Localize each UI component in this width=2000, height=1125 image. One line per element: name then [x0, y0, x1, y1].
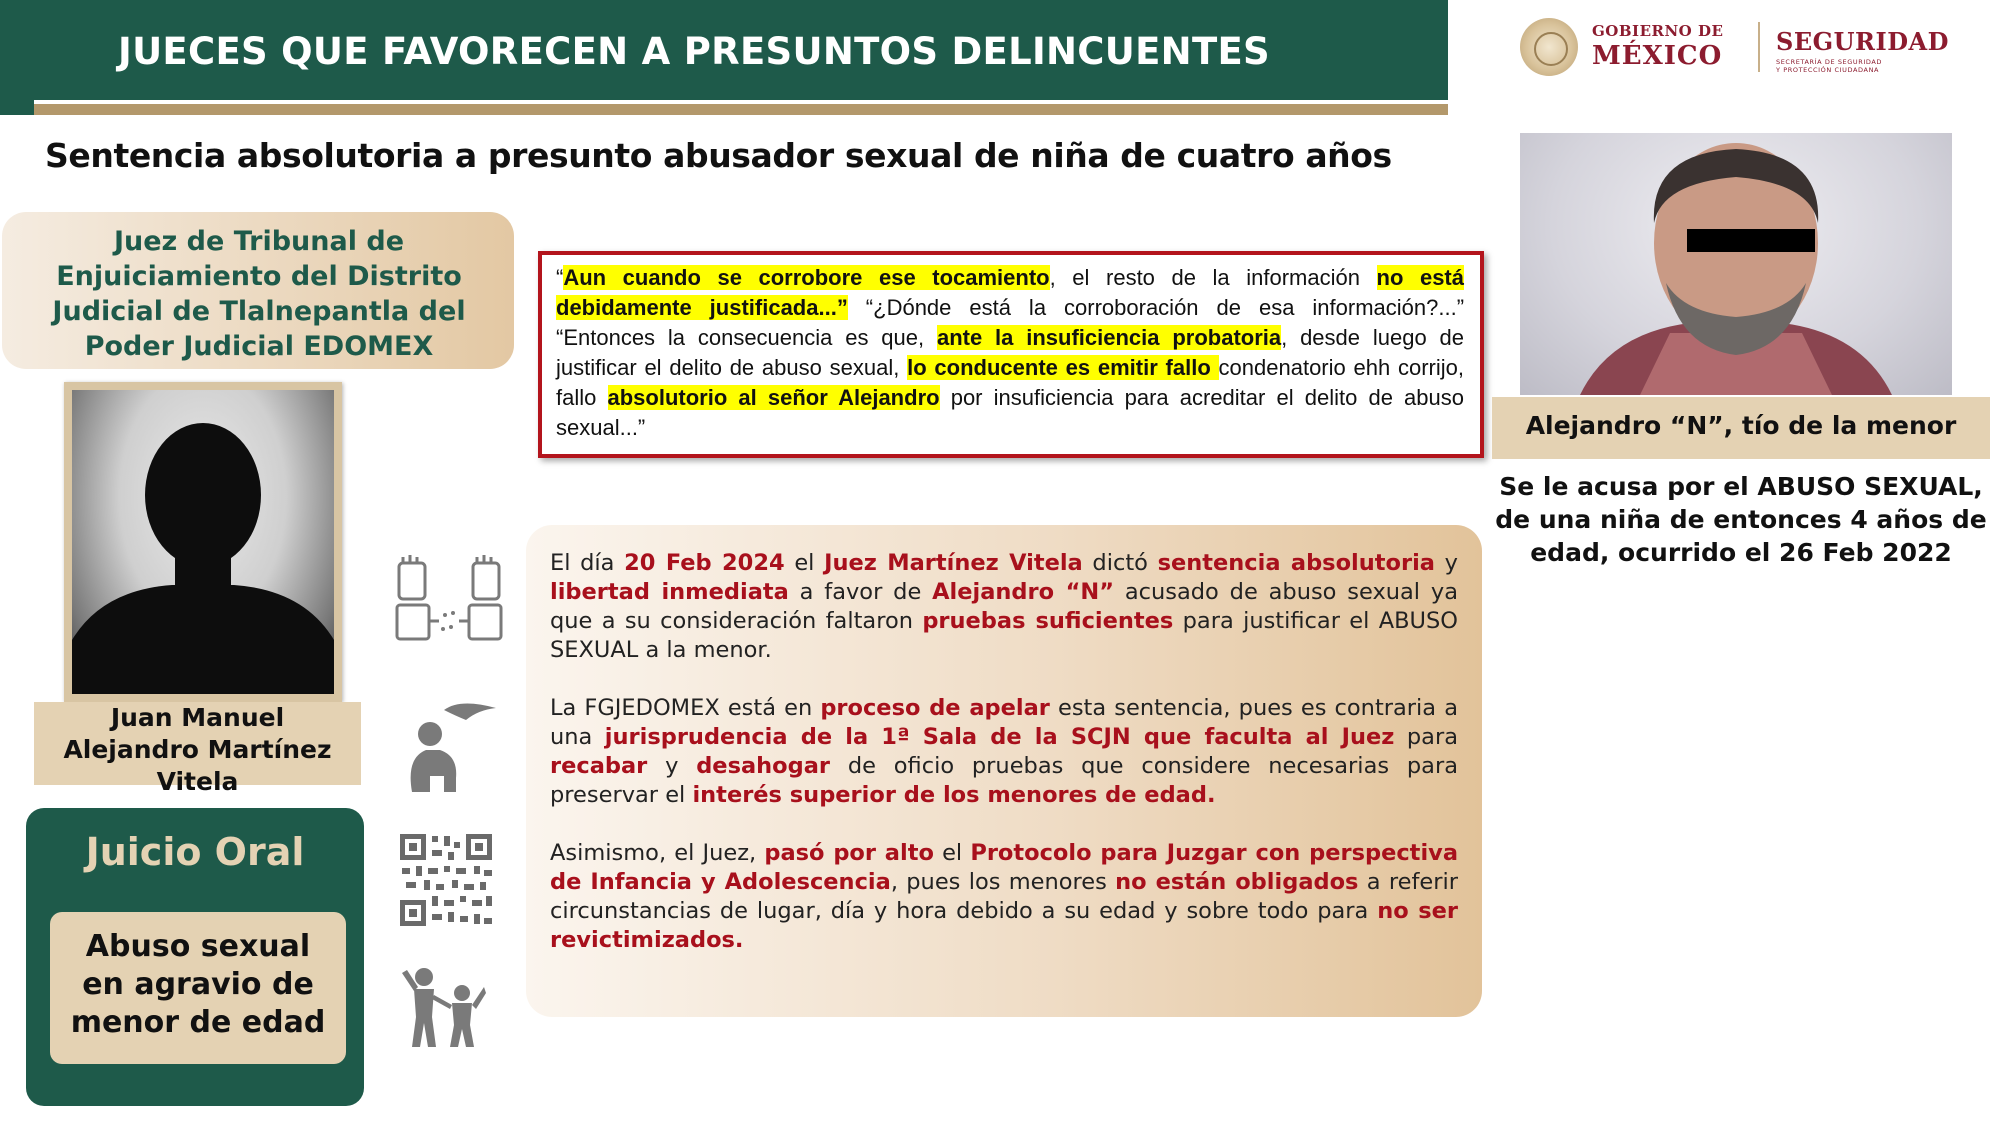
charge-label	[50, 928, 346, 1042]
qr-code-icon	[400, 834, 492, 926]
quote-segment: “	[556, 265, 564, 290]
face-censor-bar	[1687, 229, 1815, 252]
summary-emphasis: no ser revictimizados.	[550, 898, 1458, 953]
summary-emphasis: Protocolo para Juzgar con perspectiva de Infancia y Adolescencia	[550, 840, 1459, 895]
logo-divider	[1758, 22, 1760, 72]
children-icon	[402, 965, 486, 1049]
case-type-label: Juicio Oral	[85, 830, 305, 874]
summary-text: y	[647, 753, 697, 779]
suspect-caption: Alejandro “N”, tío de la menor	[1525, 411, 1957, 440]
summary-text: para	[1394, 724, 1458, 750]
quote-segment: condenatorio ehh corrijo, fallo	[556, 355, 1464, 410]
summary-text: el	[784, 550, 825, 576]
court-info-box	[2, 212, 514, 369]
seguridad-subtitle-line: Y PROTECCIÓN CIUDADANA	[1776, 66, 1880, 74]
seguridad-subtitle	[1776, 58, 1882, 74]
court-name-line: Judicial de Tlalnepantla del	[52, 296, 466, 327]
summary-text: para justificar el ABUSO SEXUAL a la menor.	[550, 608, 1458, 663]
quote-segment: , el resto de la información	[1049, 265, 1377, 290]
quote-highlight: ante la insuficiencia probatoria	[936, 325, 1282, 350]
summary-text: a referir circunstancias de lugar, día y hora debido a su edad y sobre todo para	[550, 869, 1458, 924]
judge-name-line: Alejandro Martínez	[63, 735, 332, 764]
summary-text: y	[1434, 550, 1458, 576]
summary-emphasis: 20 Feb 2024	[624, 550, 785, 576]
mexico-label: MÉXICO	[1592, 41, 1723, 71]
accusation-line: Se le acusa por el ABUSO SEXUAL,	[1499, 472, 1983, 501]
charge-line: Abuso sexual	[85, 929, 311, 964]
accusation-line: de una niña de entonces 4 años de	[1495, 505, 1987, 534]
summary-emphasis: sentencia absolutoria	[1157, 550, 1435, 576]
seguridad-label: SEGURIDAD	[1776, 27, 1949, 56]
court-name-line: Poder Judicial EDOMEX	[84, 331, 434, 362]
national-seal-icon	[1520, 18, 1578, 76]
summary-emphasis: libertad inmediata	[550, 579, 789, 605]
summary-emphasis: pruebas suficientes	[922, 608, 1174, 634]
summary-paragraph-3	[550, 839, 1458, 955]
quote-segment: “¿Dónde está la corroboración de esa información?...” “Entonces la consecuencia es que,	[556, 295, 1465, 350]
protected-child-icon	[400, 698, 500, 794]
quote-highlight: Aun cuando se corrobore ese tocamiento	[563, 265, 1050, 290]
header-banner	[0, 0, 1448, 100]
slide-subtitle: Sentencia absolutoria a presunto abusador sexual de niña de cuatro años	[45, 136, 1392, 175]
charge-line: en agravio de	[82, 967, 314, 1002]
summary-text: dictó	[1082, 550, 1158, 576]
government-logo	[1520, 18, 1949, 78]
case-summary-box	[526, 525, 1482, 1017]
suspect-photo	[1520, 133, 1952, 395]
judge-silhouette-image	[72, 390, 334, 694]
court-quote-text	[556, 263, 1464, 443]
summary-text: , pues los menores	[890, 869, 1116, 895]
judge-photo-frame	[64, 382, 342, 702]
summary-text: esta sentencia, pues es contraria a una	[550, 695, 1458, 750]
court-name-line: Enjuiciamiento del Distrito	[56, 261, 462, 292]
page-title: JUECES QUE FAVORECEN A PRESUNTOS DELINCUENTES	[118, 30, 1271, 73]
summary-emphasis: Alejandro “N”	[932, 579, 1115, 605]
summary-emphasis: no están obligados	[1115, 869, 1359, 895]
case-type-box	[26, 808, 364, 1106]
summary-emphasis: recabar	[550, 753, 648, 779]
judge-name	[34, 702, 361, 798]
court-name-line: Juez de Tribunal de	[113, 226, 405, 257]
accusation-description	[1492, 470, 1990, 569]
summary-text: el	[933, 840, 971, 866]
summary-emphasis: interés superior de los menores de edad.	[692, 782, 1216, 808]
summary-emphasis: jurisprudencia de la 1ª Sala de la SCJN que faculta al Juez	[604, 724, 1395, 750]
case-summary-text	[550, 549, 1458, 984]
silhouette-icon	[72, 390, 334, 694]
judge-name-box	[34, 702, 361, 796]
judge-name-line: Juan Manuel	[110, 703, 285, 732]
summary-text: El día	[550, 550, 625, 576]
summary-text: acusado de abuso sexual ya que a su consideración faltaron	[550, 579, 1459, 634]
summary-text: La FGJEDOMEX está en	[550, 695, 821, 721]
quote-segment: , desde luego de justificar el delito de abuso sexual,	[556, 325, 1464, 380]
court-name	[14, 224, 504, 364]
quote-segment: por insuficiencia para acreditar el delito de abuso sexual...”	[556, 385, 1465, 440]
summary-emphasis: desahogar	[696, 753, 831, 779]
charge-line: menor de edad	[70, 1005, 326, 1040]
quote-highlight: absolutorio al señor Alejandro	[607, 385, 940, 410]
summary-emphasis: Juez Martínez Vitela	[824, 550, 1083, 576]
header-gold-rule	[34, 104, 1448, 115]
summary-emphasis: proceso de apelar	[820, 695, 1050, 721]
summary-paragraph-2	[550, 694, 1458, 810]
quote-highlight: lo conducente es emitir fallo	[907, 355, 1219, 380]
summary-text: Asimismo, el Juez,	[550, 840, 765, 866]
gobierno-label: GOBIERNO DE	[1592, 22, 1724, 40]
suspect-caption-box	[1492, 397, 1990, 459]
summary-emphasis: pasó por alto	[764, 840, 934, 866]
broken-handcuffs-icon	[393, 555, 505, 643]
quote-highlight: no está debidamente justificada...”	[556, 265, 1464, 320]
accusation-line: edad, ocurrido el 26 Feb 2022	[1530, 538, 1952, 567]
charge-box	[50, 912, 346, 1064]
court-quote-box	[538, 251, 1484, 458]
header-banner-corner	[0, 100, 34, 115]
suspect-portrait-icon	[1520, 133, 1952, 395]
summary-paragraph-1	[550, 549, 1458, 665]
summary-text: de oficio pruebas que considere necesarias para preservar el	[550, 753, 1458, 808]
judge-name-line: Vitela	[156, 767, 239, 796]
seguridad-subtitle-line: SECRETARÍA DE SEGURIDAD	[1776, 58, 1883, 66]
summary-text: a favor de	[788, 579, 933, 605]
